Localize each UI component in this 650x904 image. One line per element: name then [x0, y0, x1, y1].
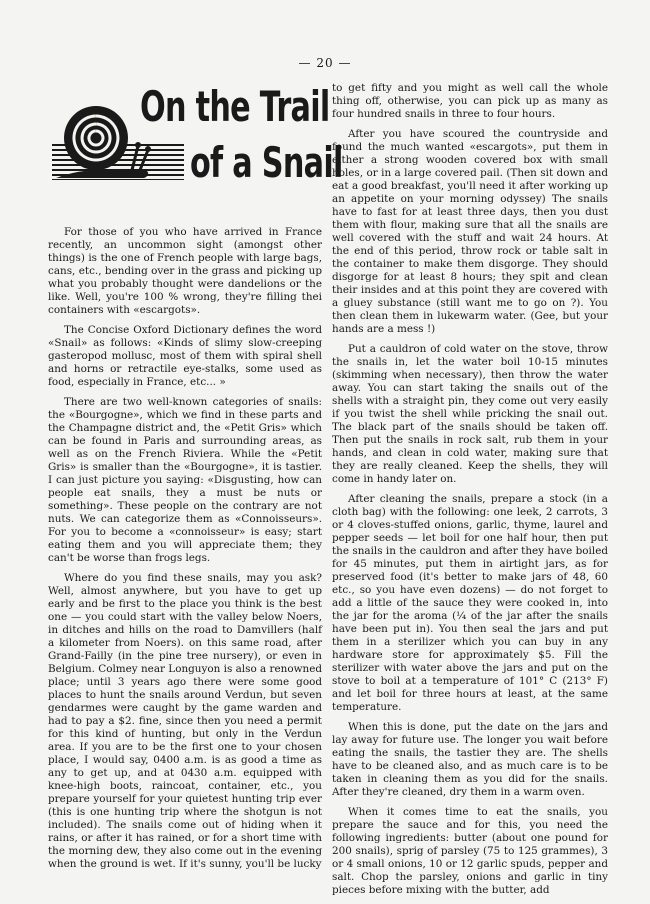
title-line-1: On the Trail — [140, 82, 330, 131]
paragraph: There are two well-known categories of snails: the «Bourgogne», which we find in these parts and the Champagne district and, the «Petit Gris» which can be found in Paris and surrounding areas, as well as on the French Riviera. While the «Petit Gris» is smaller than the «Bourgogne», it is tastier. I can just picture you saying: «Disgusting, how can people eat snails, they a must be nuts or something». These people on the contrary are not nuts. We can categorize them as «Connoisseurs». For you to become a «connoisseur» is easy; start eating them and you will appreciate them; they can't be worse than frogs legs. — [48, 396, 322, 564]
paragraph: When it comes time to eat the snails, you prepare the sauce and for this, you need the following ingredients: butter (about one pound for 200 snails), sprig of parsley (75 to 125 grammes), 3 or 4 small onions, 10 or 12 garlic spuds, pepper and salt. Chop the parsley, onions and garlic in tiny pieces before mixing with the butter, add — [332, 806, 608, 896]
paragraph: When this is done, put the date on the jars and lay away for future use. The longer you wait before eating the snails, the tastier they are. The shells have to be cleaned also, and as much care is to be taken in cleaning them as you did for the snails. After they're cleaned, dry them in a warm oven. — [332, 721, 608, 798]
article-header — [52, 82, 343, 206]
right-column — [332, 82, 608, 904]
paragraph: After you have scoured the countryside and found the much wanted «escargots», put them in either a strong wooden covered box with small holes, or in a large covered pail. (Then sit down and eat a good breakfast, you'll need it after working up an appetite on your morning odyssey) The snails have to fast for at least three days, then you dust them with flour, making sure that all the snails are well covered with the stuff and wait 24 hours. At the end of this period, throw rock or table salt in the container to make them disgorge. They should disgorge for at least 8 hours; they spit and clean their insides and at this point they are covered with a gluey substance (still want me to go on ?). You then clean them in lukewarm water. (Gee, but your hands are a mess !) — [332, 128, 608, 335]
left-column — [48, 226, 322, 878]
paragraph: Where do you find these snails, may you ask? Well, almost anywhere, but you have to get up early and be first to the place you think is the best one — you could start with the valley below Noers, in ditches and hills on the road to Damvillers (half a kilometer from Noers). on this same road, after Grand-Failly (in the pine tree nursery), or even in Belgium. Colmey near Longuyon is also a renowned place; until 3 years ago there were some good places to hunt the snails around Verdun, but seven gendarmes were caught by the game warden and had to pay a $2. fine, since then you need a permit for this kind of hunting, but only in the Verdun area. If you are to be the first one to your chosen place, I would say, 0400 a.m. is as good a time as any to get up, and at 0430 a.m. equipped with knee-high boots, raincoat, container, etc., you prepare yourself for your quietest hunting trip ever (this is one hunting trip where the shotgun is not included). The snails come out of hiding when it rains, or after it has rained, or for a short time with the morning dew, they also come out in the evening when the ground is wet. If it's sunny, you'll be lucky — [48, 572, 322, 870]
page-number: — 20 — — [298, 56, 352, 70]
paragraph: to get fifty and you might as well call the whole thing off, otherwise, you can pick up as many as four hundred snails in three to four hours. — [332, 82, 608, 120]
title-line-2: of a Snail — [190, 138, 343, 187]
snail-icon — [52, 90, 152, 182]
paragraph: After cleaning the snails, prepare a stock (in a cloth bag) with the following: one leek, 2 carrots, 3 or 4 cloves-stuffed onions, garlic, thyme, laurel and pepper seeds — let boil for one half hour, then put the snails in the cauldron and after they have boiled for 45 minutes, put them in airtight jars, as for preserved food (it's better to make jars of 48, 60 etc., so you have even dozens) — do not forget to add a little of the sauce they were cooked in, into the jar for the aroma (¼ of the jar after the snails have been put in). You then seal the jars and put them in a sterilizer which you can buy in any hardware store for approximately $5. Fill the sterilizer with water above the jars and put on the stove to boil at a temperature of 101° C (213° F) and let boil for three hours at least, at the same temperature. — [332, 493, 608, 713]
paragraph: Put a cauldron of cold water on the stove, throw the snails in, let the water boil 10-15 minutes (skimming when necessary), then throw the water away. You can start taking the snails out of the shells with a straight pin, they come out very easily if you twist the shell while pricking the snail out. The black part of the snails should be taken off. Then put the snails in rock salt, rub them in your hands, and clean in cold water, making sure that they are really cleaned. Keep the shells, they will come in handy later on. — [332, 343, 608, 485]
paragraph: For those of you who have arrived in France recently, an uncommon sight (amongst other things) is the one of French people with large bags, cans, etc., bending over in the grass and picking up what you probably thought were dandelions or the like. Well, you're 100 % wrong, they're filling thei containers with «escargots». — [48, 226, 322, 316]
paragraph: The Concise Oxford Dictionary defines the word «Snail» as follows: «Kinds of slimy slow-creeping gasteropod mollusc, most of them with spiral shell and horns or retractile eye-stalks, some used as food, especially in France, etc... » — [48, 324, 322, 388]
